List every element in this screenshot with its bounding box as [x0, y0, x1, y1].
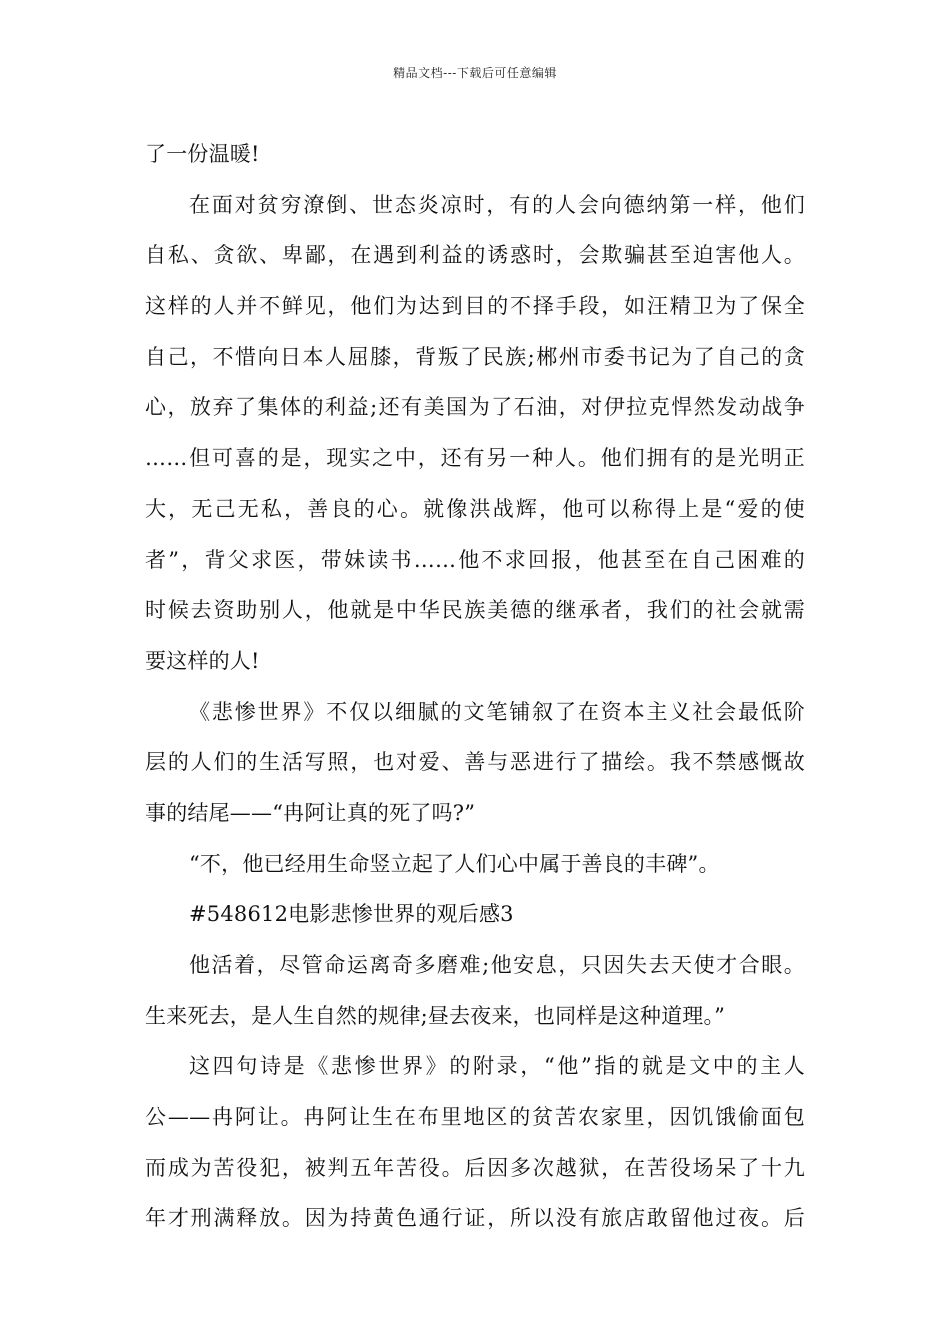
text-line: 心，放弃了集体的利益;还有美国为了石油，对伊拉克悍然发动战争: [145, 395, 805, 420]
text-line: 《悲惨世界》不仅以细腻的文笔铺叙了在资本主义社会最低阶: [189, 699, 805, 724]
text-line: 者”，背父求医，带妹读书……他不求回报，他甚至在自己困难的: [145, 547, 805, 572]
text-line: 时候去资助别人，他就是中华民族美德的继承者，我们的社会就需: [145, 598, 805, 623]
page-header: 精品文档---下载后可任意编辑: [393, 66, 557, 80]
text-line: 要这样的人!: [145, 648, 260, 673]
text-line: 而成为苦役犯，被判五年苦役。后因多次越狱，在苦役场呆了十九: [145, 1155, 805, 1180]
text-line: 事的结尾——“冉阿让真的死了吗?”: [145, 800, 476, 825]
text-line: 自私、贪欲、卑鄙，在遇到利益的诱惑时，会欺骗甚至迫害他人。: [145, 243, 805, 268]
text-line: 他活着，尽管命运离奇多磨难;他安息，只因失去天使才合眼。: [189, 953, 805, 977]
text-line: 了一份温暖!: [145, 142, 260, 166]
text-line: 大，无己无私，善良的心。就像洪战辉，他可以称得上是“爱的使: [145, 496, 805, 521]
text-line: 在面对贫穷潦倒、世态炎凉时，有的人会向德纳第一样，他们: [189, 192, 805, 217]
text-line: 年才刑满释放。因为持黄色通行证，所以没有旅店敢留他过夜。后: [145, 1206, 805, 1231]
text-line: ……但可喜的是，现实之中，还有另一种人。他们拥有的是光明正: [145, 446, 805, 471]
text-line: #548612电影悲惨世界的观后感3: [189, 902, 514, 927]
text-line: 自己，不惜向日本人屈膝，背叛了民族;郴州市委书记为了自己的贪: [145, 344, 805, 369]
text-line: “不，他已经用生命竖立起了人们心中属于善良的丰碑”。: [189, 851, 720, 876]
text-line: 公——冉阿让。冉阿让生在布里地区的贫苦农家里，因饥饿偷面包: [145, 1105, 805, 1130]
document-body: [145, 129, 805, 1244]
text-line: 层的人们的生活写照，也对爱、善与恶进行了描绘。我不禁感慨故: [145, 750, 805, 775]
text-line: 这四句诗是《悲惨世界》的附录，“他”指的就是文中的主人: [189, 1054, 805, 1079]
text-line: 这样的人并不鲜见，他们为达到目的不择手段，如汪精卫为了保全: [145, 294, 805, 319]
text-line: 生来死去，是人生自然的规律;昼去夜来，也同样是这种道理。”: [145, 1003, 726, 1028]
